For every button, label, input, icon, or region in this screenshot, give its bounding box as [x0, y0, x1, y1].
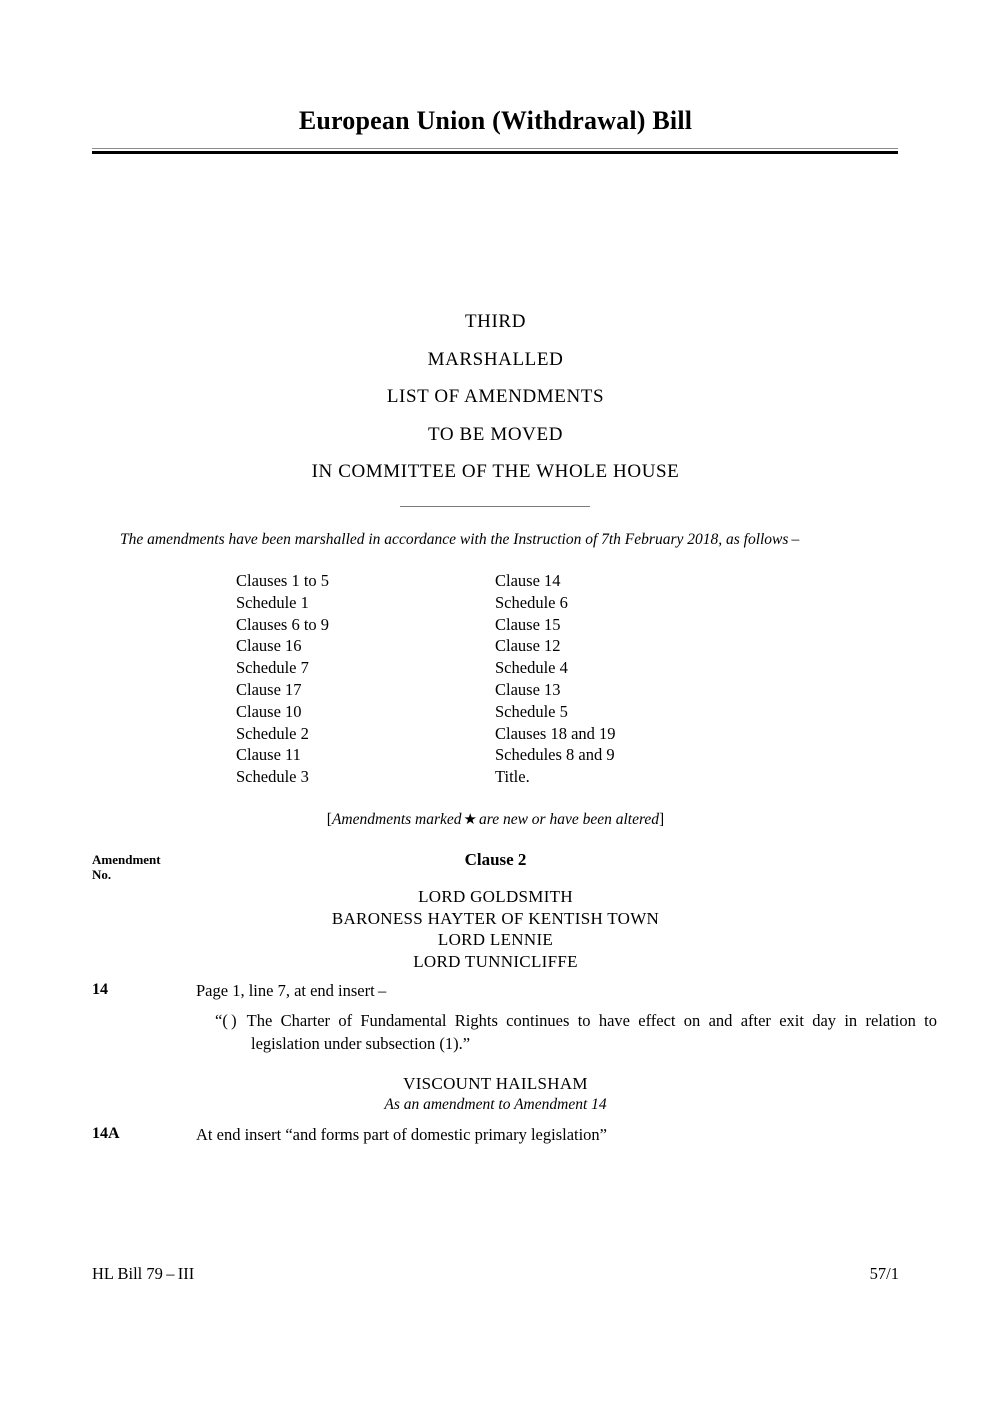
sponsor-name: LORD LENNIE [437, 930, 554, 949]
heading-line-2: MARSHALLED [427, 348, 564, 370]
list-item: Clauses 6 to 9 [236, 614, 330, 634]
note-text-before: Amendments marked [331, 811, 462, 828]
heading-line-5: IN COMMITTEE OF THE WHOLE HOUSE [311, 461, 680, 483]
rule-thick-line [92, 151, 898, 154]
note-open-bracket: [ [326, 811, 332, 828]
amendment-no-label-line2: No. [92, 867, 112, 882]
list-item: Clauses 1 to 5 [236, 571, 330, 590]
clause-heading: Clause 2 [464, 850, 527, 869]
list-item: Schedule 2 [236, 723, 309, 743]
heading-line-4: TO BE MOVED [427, 423, 564, 445]
amendment-number-14: 14 [92, 981, 108, 998]
list-item: Clauses 18 and 19 [495, 723, 616, 743]
heading-stack [0, 303, 991, 491]
list-item: Schedules 8 and 9 [495, 745, 615, 765]
list-item: Clause 15 [495, 614, 561, 634]
amendment-number-14a: 14A [92, 1125, 120, 1142]
list-item: Clause 16 [236, 636, 302, 656]
heading-line-1: THIRD [464, 311, 527, 332]
list-item: Schedule 3 [236, 767, 309, 787]
sponsor-list-clause-2 [0, 886, 991, 972]
list-item: Clause 13 [495, 679, 561, 699]
sponsor-name: LORD GOLDSMITH [418, 887, 573, 906]
amendment-14a-subnote: As an amendment to Amendment 14 [384, 1096, 607, 1113]
amendment-14-instruction: Page 1, line 7, at end insert – [196, 981, 387, 1000]
quote-body: The Charter of Fundamental Rights continues to have effect on and after exit day in relation to legislation under subsection (1).” [246, 1011, 937, 1053]
clause-list-right-column [495, 570, 616, 788]
instruction-paragraph: The amendments have been marshalled in accordance with the Instruction of 7th February 2018, as follows – [120, 531, 800, 548]
sponsor-list-amendment-14a [0, 1073, 991, 1095]
sponsor-name: VISCOUNT HAILSHAM [403, 1074, 588, 1093]
footer-bill-reference: HL Bill 79 – III [92, 1264, 195, 1283]
starred-amendments-note [0, 810, 991, 829]
amendment-no-label-line1: Amendment [92, 852, 161, 867]
list-item: Schedule 4 [495, 658, 568, 678]
sponsor-name: LORD TUNNICLIFFE [413, 951, 578, 971]
list-item: Schedule 7 [236, 658, 309, 678]
page-title: European Union (Withdrawal) Bill [298, 106, 693, 135]
note-text-after: are new or have been altered [478, 811, 660, 828]
list-item: Clause 10 [236, 701, 302, 721]
list-item: Schedule 5 [495, 701, 568, 721]
footer-page-number: 57/1 [869, 1264, 899, 1283]
heading-line-3: LIST OF AMENDMENTS [386, 386, 605, 408]
list-item: Clause 11 [236, 745, 301, 765]
list-item: Schedule 6 [495, 592, 568, 612]
amendment-14a-text: At end insert “and forms part of domestic primary legislation” [196, 1125, 608, 1144]
list-item: Clause 12 [495, 636, 561, 656]
list-item: Schedule 1 [236, 592, 309, 612]
note-close-bracket: ] [659, 811, 665, 828]
list-item: Clause 17 [236, 679, 302, 699]
list-item: Clause 14 [495, 571, 561, 590]
section-divider-rule [400, 506, 590, 507]
quote-open-marker: “( ) [215, 1011, 237, 1030]
star-icon: ★ [463, 812, 477, 828]
title-divider-rule [92, 148, 898, 154]
list-item: Title. [495, 767, 530, 787]
sponsor-name: BARONESS HAYTER OF KENTISH TOWN [331, 908, 660, 928]
amendment-14-quoted-text [215, 1010, 937, 1055]
clause-list-left-column [236, 570, 329, 788]
